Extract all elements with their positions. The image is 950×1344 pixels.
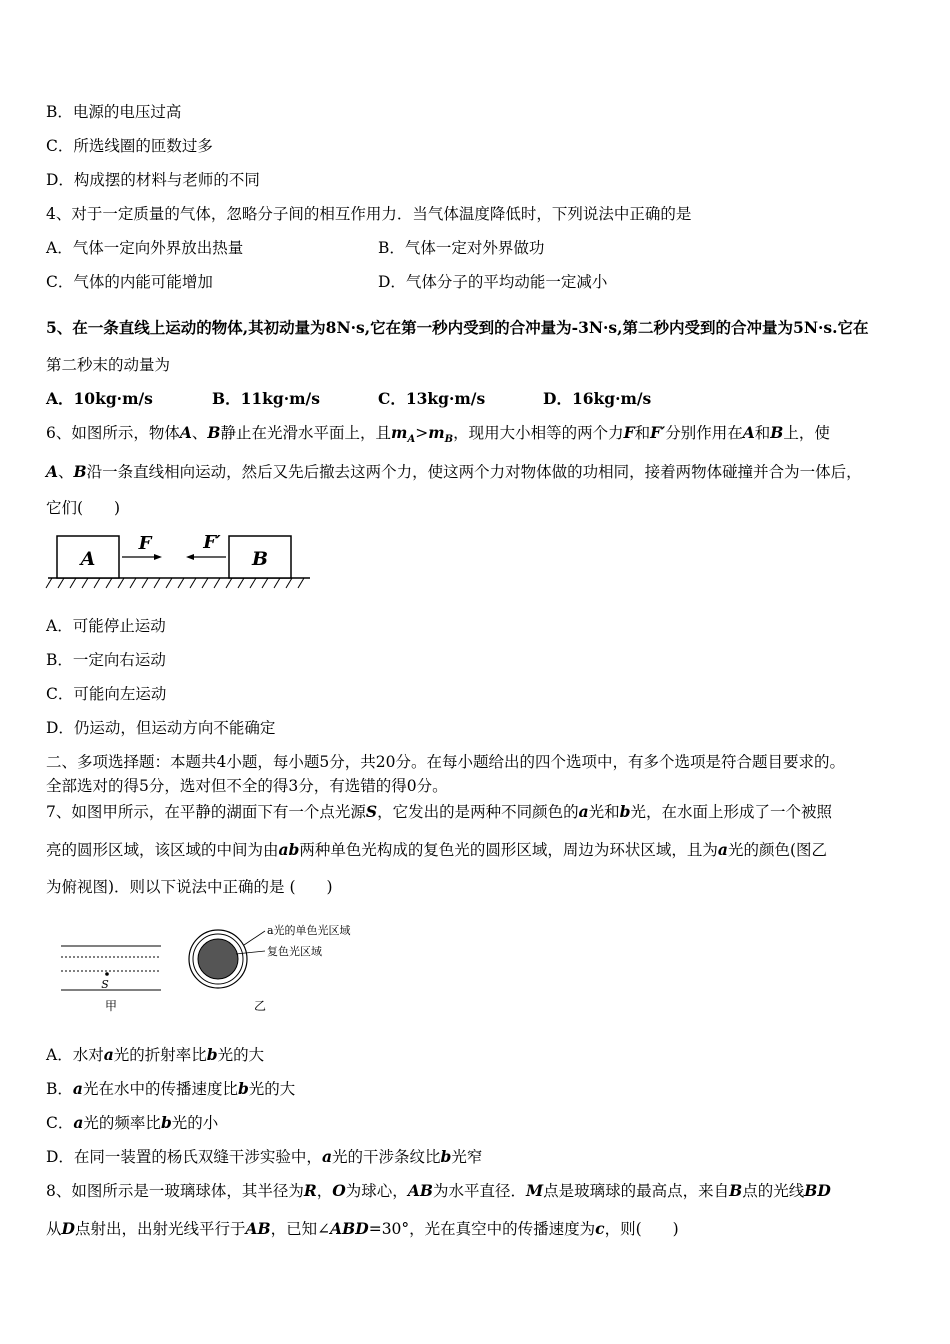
q7-option-b: B．a光在水中的传播速度比b光的大 <box>46 1079 296 1098</box>
q7-option-a: A．水对a光的折射率比b光的大 <box>46 1045 265 1064</box>
q5-option-a: A．10kg·m/s <box>46 389 153 408</box>
q3-option-c: C．所选线圈的匝数过多 <box>46 137 213 155</box>
block-a-label: A <box>80 548 96 570</box>
q8-stem-line2: 从D点射出，出射光线平行于AB，已知∠ABD=30°，光在真空中的传播速度为c，则( ) <box>46 1219 679 1238</box>
q6-stem-line1: 6、如图所示，物体A、B静止在光滑水平面上，且$m_A>m_B$，现用大小相等的两个力F和F′分别作用在A和B上，使 <box>46 423 830 446</box>
point-light-source <box>105 972 109 976</box>
q7-stem-line3: 为俯视图)．则以下说法中正确的是 ( ) <box>46 878 333 896</box>
q8-stem-line1: 8、如图所示是一玻璃球体，其半径为R，O为球心，AB为水平直径．M点是玻璃球的最高点，来自B点的光线BD <box>46 1181 831 1200</box>
q5-stem-line2: 第二秒末的动量为 <box>46 356 171 374</box>
block-b-label: B <box>251 548 269 570</box>
label-mixed-region: 复色光区域 <box>267 945 322 958</box>
q5-option-b: B．11kg·m/s <box>212 389 320 408</box>
force-fprime-arrow <box>186 554 226 560</box>
q7-option-c: C．a光的频率比b光的小 <box>46 1113 219 1132</box>
label-a-region: a光的单色光区域 <box>267 924 351 937</box>
q6-option-a: A．可能停止运动 <box>46 617 166 635</box>
q4-option-c: C．气体的内能可能增加 <box>46 273 213 291</box>
force-f-arrow <box>122 554 162 560</box>
q3-option-b: B．电源的电压过高 <box>46 103 182 121</box>
ground-surface <box>46 578 310 588</box>
section2-header-line1: 二、多项选择题：本题共4小题，每小题5分，共20分。在每小题给出的四个选项中，有多个选项是符合题目要求的。 <box>46 753 845 771</box>
q7-figure <box>55 916 375 1016</box>
force-fprime-label: F′ <box>203 532 221 553</box>
q4-option-a: A．气体一定向外界放出热量 <box>46 239 244 257</box>
q7-stem-line2: 亮的圆形区域，该区域的中间为由ab两种单色光构成的复色光的圆形区域，周边为环状区域，且为a光的颜色(图乙 <box>46 840 828 859</box>
q6-figure <box>44 528 314 592</box>
q5-option-d: D．16kg·m/s <box>543 389 652 408</box>
q7-stem-line1: 7、如图甲所示，在平静的湖面下有一个点光源S，它发出的是两种不同颜色的a光和b光，在水面上形成了一个被照 <box>46 802 833 821</box>
mixed-light-region <box>198 939 238 979</box>
q7-option-d: D．在同一装置的杨氏双缝干涉实验中，a光的干涉条纹比b光窄 <box>46 1147 483 1166</box>
q5-stem-line1: 5、在一条直线上运动的物体,其初动量为8N·s,它在第一秒内受到的合冲量为-3N·s,第二秒内受到的合冲量为5N·s.它在 <box>46 318 869 337</box>
q4-stem: 4、对于一定质量的气体，忽略分子间的相互作用力．当气体温度降低时，下列说法中正确的是 <box>46 205 692 223</box>
q6-option-b: B．一定向右运动 <box>46 651 166 669</box>
q6-option-d: D．仍运动，但运动方向不能确定 <box>46 719 276 737</box>
caption-jia: 甲 <box>104 999 118 1013</box>
q5-option-c: C．13kg·m/s <box>378 389 486 408</box>
q6-option-c: C．可能向左运动 <box>46 685 167 703</box>
q4-option-d: D．气体分子的平均动能一定减小 <box>378 273 608 291</box>
source-label: S <box>101 978 109 991</box>
force-f-label: F <box>138 533 152 554</box>
q4-option-b: B．气体一定对外界做功 <box>378 239 545 257</box>
figure-yi-top-view <box>189 923 351 1013</box>
caption-yi: 乙 <box>253 999 267 1013</box>
section2-header-line2: 全部选对的得5分，选对但不全的得3分，有选错的得0分。 <box>46 777 448 795</box>
q6-stem-line3: 它们( ) <box>46 499 121 517</box>
q3-option-d: D．构成摆的材料与老师的不同 <box>46 171 260 189</box>
q6-stem-line2: A、B沿一条直线相向运动，然后又先后撤去这两个力，使这两个力对物体做的功相同，接着两物体碰撞并合为一体后， <box>46 462 862 481</box>
figure-jia-lake <box>61 946 161 1013</box>
